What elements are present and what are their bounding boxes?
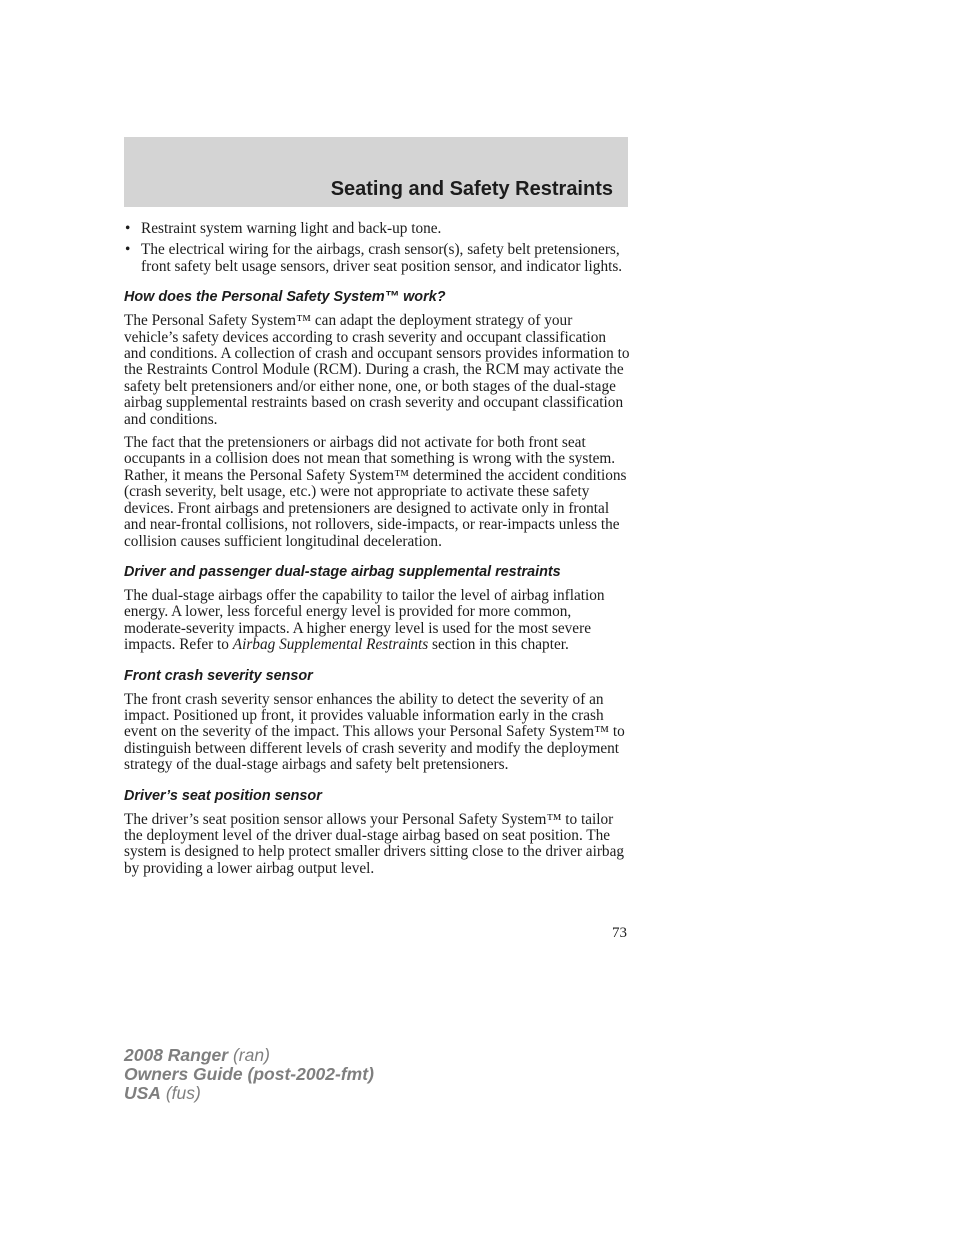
list-item: • Restraint system warning light and back-up tone. [124,221,630,237]
section-reference: Airbag Supplemental Restraints [232,636,429,654]
document-footer [124,1046,374,1103]
paragraph [124,588,630,654]
bullet-list [124,221,630,275]
list-item: • The electrical wiring for the airbags, crash sensor(s), safety belt pretensioners, front safety belt usage sensors, driver seat position sensor, and indicator lights. [124,242,630,275]
paragraph: The front crash severity sensor enhances the ability to detect the severity of an impact. Positioned up front, it provides valuable information early in the crash event on the severity of the impact. This allows your Personal Safety System™ to distinguish between different levels of crash severity and modify the deployment strategy of the dual-stage airbags and safety belt pretensioners. [124,690,625,774]
section-title: Seating and Safety Restraints [330,178,613,200]
section-header-band [124,137,628,207]
footer-market: USA [124,1083,161,1103]
paragraph: The fact that the pretensioners or airbags did not activate for both front seat occupants in a collision does not mean that something is wrong with the system. Rather, it means the Personal Safety System™ determined the accident conditions (crash severity, belt usage, etc.) were not appropriate to activate these safety devices. Front airbags and pretensioners are designed to activate only in frontal and near-frontal collisions, not rollovers, side-impacts, or rear-impacts unless the collision causes sufficient longitudinal deceleration. [124,434,627,550]
paragraph-text: section in this chapter. [428,636,569,654]
paragraph: The Personal Safety System™ can adapt the deployment strategy of your vehicle’s safety devices according to crash severity and occupant classification and conditions. A collection of crash and occupant sensors provides information to the Restraints Control Module (RCM). During a crash, the RCM may activate the safety belt pretensioners and/or either none, one, or both stages of the dual-stage airbag supplemental restraints based on crash severity and occupant classification and conditions. [124,312,630,428]
heading-front-crash-sensor: Front crash severity sensor [124,667,313,684]
heading-seat-position-sensor: Driver’s seat position sensor [124,787,322,804]
heading-pss-how-it-works: How does the Personal Safety System™ work? [124,289,446,306]
page-number: 73 [612,925,627,941]
paragraph-text: The dual-stage airbags offer the capability to tailor the level of airbag inflation energy. A lower, less forceful energy level is provided for more common, moderate-severity impacts. A higher energy level is used for the most severe impacts. Refer to [124,586,605,654]
footer-model-code: (ran) [232,1045,270,1065]
footer-line [124,1084,374,1103]
footer-line [124,1065,374,1084]
page-content [124,221,630,884]
footer-market-code: (fus) [165,1083,201,1103]
footer-guide: Owners Guide (post-2002-fmt) [124,1064,374,1084]
paragraph: The driver’s seat position sensor allows your Personal Safety System™ to tailor the deployment level of the driver dual-stage airbag based on seat position. The system is designed to help protect smaller drivers sitting close to the driver airbag by providing a lower airbag output level. [124,810,625,877]
footer-model: 2008 Ranger [124,1045,229,1065]
footer-line [124,1046,374,1065]
heading-dual-stage-airbags: Driver and passenger dual-stage airbag supplemental restraints [124,563,561,580]
